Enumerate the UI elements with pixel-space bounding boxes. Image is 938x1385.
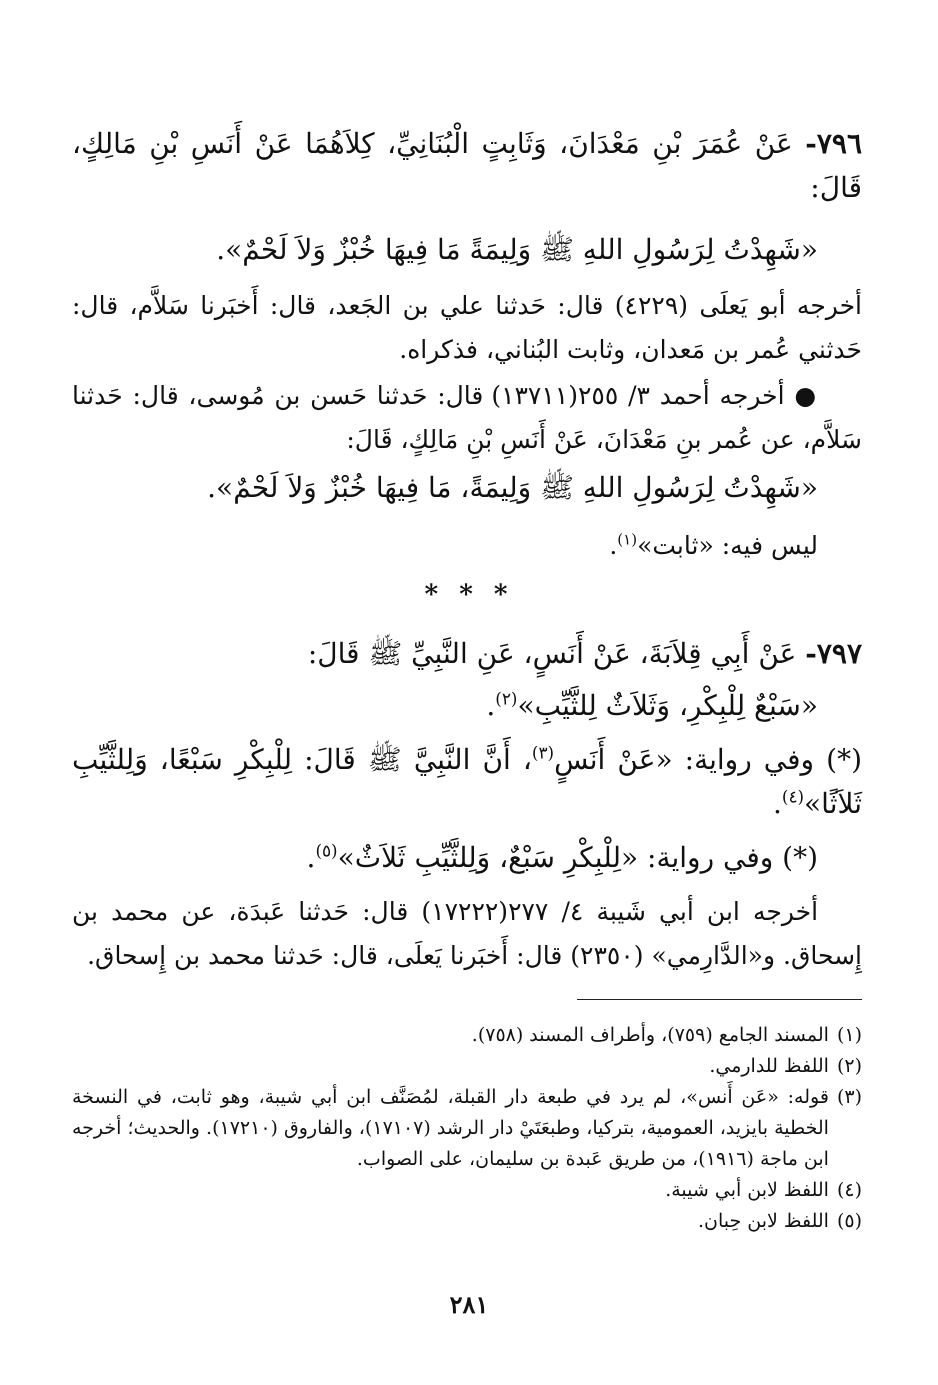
hadith-796-takhrij-2: ● أخرجه أحمد ٣/ ٢٥٥(١٣٧١١) قال: حَدثنا حَسن بن مُوسى، قال: حَدثنا سَلاَّم، عن عُمر بنِ مَعْدَانَ، عَنْ أَنَسِ بْنِ مَالِكٍ، قَالَ: bbox=[72, 381, 862, 454]
hadith-number: ٧٩٧- bbox=[805, 637, 862, 670]
matn-text: «سَبْعٌ لِلْبِكْرِ، وَثَلاَثٌ لِلثَّيِّبِ» bbox=[517, 689, 818, 722]
page-number: ٢٨١ bbox=[449, 1290, 489, 1319]
hadith-797-isnad bbox=[72, 632, 862, 676]
footnote-ref: (٣) bbox=[531, 742, 555, 763]
footnote-number: (٤) bbox=[836, 1179, 862, 1201]
footnote-text: اللفظ للدارمي. bbox=[709, 1055, 829, 1077]
footnote-text: قوله: «عَن أَنس»، لم يرد في طبعة دار القبلة، لمُصَنَّف ابن أبي شيبة، وهو ثابت، في النسخة الخطية بايزيد، العمومية، بتركيا، وطبعَتَيْ دار الرشد (١٧١٠٧)، والفاروق (١٧٢١٠). والحديث؛ أخرجه ابن ماجة (١٩١٦)، من طريق عَبدة بن سليمان، على الصواب. bbox=[72, 1086, 829, 1170]
hadith-796-matn-2: «شَهِدْتُ لِرَسُولِ اللهِ ﷺ وَلِيمَةً، مَا فِيهَا خُبْزٌ وَلاَ لَحْمٌ». bbox=[207, 471, 818, 504]
isnad-text: عَنْ عُمَرَ بْنِ مَعْدَانَ، وَثَابِتٍ الْبُنَانِيِّ، كِلاَهُمَا عَنْ أَنَسِ بْنِ مَالِكٍ، قَالَ: bbox=[72, 127, 862, 204]
hadith-796-isnad bbox=[72, 122, 862, 210]
footnote-number: (٣) bbox=[836, 1086, 862, 1108]
footnote-ref: (٥) bbox=[315, 840, 338, 861]
hadith-797-takhrij: أخرجه ابن أبي شَيبة ٤/ ٢٧٧(١٧٢٢٢) قال: حَدثنا عَبدَة، عن محمد بن إِسحاق. و«الدَّارِمي» (٢٣٥٠) قال: أَخبَرنا يَعلَى، قال: حَدثنا محمد بن إِسحاق. bbox=[72, 897, 862, 970]
footnotes bbox=[72, 1020, 862, 1237]
riwaya-text: (*) وفي رواية: «لِلْبِكْرِ سَبْعٌ، وَلِلثَّيِّبِ ثَلاَثٌ» bbox=[337, 841, 818, 874]
footnote-ref: (١) bbox=[617, 530, 638, 549]
hadith-796-note: ليس فيه: «ثابت»$^{(١)}$. bbox=[609, 530, 818, 560]
footnote-text: اللفظ لابن حِبان. bbox=[698, 1210, 829, 1232]
footnote-number: (١) bbox=[836, 1024, 862, 1046]
hadith-797-riwaya-1: (*) وفي رواية: «عَنْ أَنَسٍ$^{(٣)}$، أَنَّ النَّبِيَّ ﷺ قَالَ: لِلْبِكْرِ سَبْعًا، وَلِلثَّيِّبِ ثَلاَثًا»$^{(٤)}$. bbox=[72, 742, 862, 820]
note-text: ليس فيه: «ثابت» bbox=[637, 531, 818, 560]
footnote-5 bbox=[72, 1206, 862, 1237]
footnote-number: (٢) bbox=[836, 1055, 862, 1077]
footnote-1 bbox=[72, 1020, 862, 1051]
riwaya-text-cont: ، أَنَّ النَّبِيَّ ﷺ قَالَ: لِلْبِكْرِ سَبْعًا، وَلِلثَّيِّبِ ثَلاَثًا» bbox=[72, 743, 862, 820]
footnote-ref: (٤) bbox=[781, 786, 805, 807]
footnote-4 bbox=[72, 1175, 862, 1206]
hadith-796-takhrij-1: أخرجه أبو يَعلَى (٤٢٢٩) قال: حَدثنا علي بن الجَعد، قال: أَخبَرنا سَلاَّم، قال: حَدثني عُمر بن مَعدان، وثابت البُناني، فذكراه. bbox=[72, 291, 862, 364]
hadith-796-matn: «شَهِدْتُ لِرَسُولِ اللهِ ﷺ وَلِيمَةً مَا فِيهَا خُبْزٌ وَلاَ لَحْمٌ». bbox=[216, 233, 818, 266]
footnote-text: المسند الجامع (٧٥٩)، وأطراف المسند (٧٥٨). bbox=[471, 1024, 829, 1046]
hadith-number: ٧٩٦- bbox=[805, 127, 863, 160]
isnad-text: عَنْ أَبِي قِلاَبَةَ، عَنْ أَنَسٍ، عَنِ النَّبِيِّ ﷺ قَالَ: bbox=[307, 637, 797, 670]
section-separator: * * * bbox=[424, 580, 514, 610]
footnote-2 bbox=[72, 1051, 862, 1082]
hadith-797-riwaya-2: (*) وفي رواية: «لِلْبِكْرِ سَبْعٌ، وَلِلثَّيِّبِ ثَلاَثٌ»$^{(٥)}$. bbox=[306, 840, 818, 874]
riwaya-text: (*) وفي رواية: «عَنْ أَنَسٍ bbox=[554, 743, 862, 776]
footnote-number: (٥) bbox=[836, 1210, 862, 1232]
hadith-797-matn: «سَبْعٌ لِلْبِكْرِ، وَثَلاَثٌ لِلثَّيِّبِ»$^{(٢)}$. bbox=[486, 688, 818, 722]
footnote-divider bbox=[577, 999, 862, 1000]
footnote-3 bbox=[72, 1082, 862, 1175]
footnote-ref: (٢) bbox=[495, 688, 518, 709]
footnote-text: اللفظ لابن أبي شيبة. bbox=[665, 1179, 829, 1201]
